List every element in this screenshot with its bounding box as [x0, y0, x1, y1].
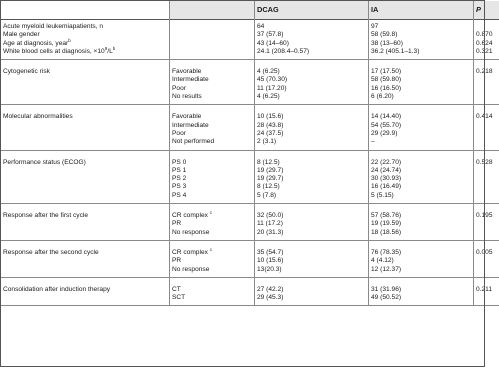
subcategory-cell	[170, 220, 255, 228]
p-value-cell: 0.321	[476, 47, 493, 55]
dcag-value-cell: 10 (15.6)	[255, 257, 369, 265]
table-row	[1, 93, 499, 105]
ia-value-cell: –	[369, 138, 474, 150]
row-label-cell	[1, 294, 170, 306]
header-cell-subcategory	[170, 1, 255, 20]
subcategory-label: PR	[172, 220, 182, 228]
subcategory-cell	[170, 209, 255, 220]
row-label: Male gender	[3, 31, 40, 39]
p-value-cell	[474, 257, 499, 265]
dcag-value-cell: 19 (29.7)	[255, 175, 369, 183]
dcag-value-cell: 64	[255, 20, 369, 32]
ia-value-cell: 97	[369, 20, 474, 32]
p-value-cell	[474, 192, 499, 204]
table-row	[1, 76, 499, 84]
ia-value-cell: 17 (17.50)	[369, 65, 474, 76]
row-label-unit: /L	[107, 47, 113, 55]
ia-value-cell: 54 (55.70)	[369, 122, 474, 130]
row-label-cell	[1, 20, 170, 32]
dcag-value-cell: 43 (14–60)	[255, 40, 369, 48]
subcategory-label: Poor	[172, 84, 186, 92]
row-label-cell	[1, 138, 170, 150]
p-value-cell: 0.624	[476, 39, 493, 47]
ia-value-cell: 16 (16.49)	[369, 183, 474, 191]
ia-value-cell: 18 (18.56)	[369, 229, 474, 241]
ia-value-cell: 16 (16.50)	[369, 85, 474, 93]
row-label-cell	[1, 257, 170, 265]
row-label-superscript: b	[112, 45, 116, 51]
subcategory-cell	[170, 48, 255, 60]
table-row	[1, 175, 499, 183]
subcategory-label: Intermediate	[172, 121, 209, 129]
dcag-value-cell: 13(20.3)	[255, 266, 369, 278]
subcategory-cell	[170, 156, 255, 167]
row-label: Cytogenetic risk	[3, 68, 50, 76]
subcategory-label: PS 0	[172, 158, 187, 166]
dcag-value-cell: 24.1 (208.4–0.57)	[255, 48, 369, 60]
row-label-cell	[1, 76, 170, 84]
row-label: Age at diagnosis, year	[3, 39, 69, 47]
subcategory-label: PS 1	[172, 166, 187, 174]
table-group	[1, 283, 499, 306]
table-row	[1, 229, 499, 241]
subcategory-cell	[170, 65, 255, 76]
subcategory-superscript: c	[209, 246, 213, 252]
table-row	[1, 167, 499, 175]
table-group	[1, 20, 499, 60]
dcag-value-cell: 5 (7.8)	[255, 192, 369, 204]
row-label: Response after the first cycle	[3, 212, 89, 220]
subcategory-cell	[170, 76, 255, 84]
table-row	[1, 220, 499, 228]
row-label-cell	[1, 183, 170, 191]
table-header	[1, 1, 499, 20]
row-label-cell	[1, 110, 170, 121]
ia-value-cell: 22 (22.70)	[369, 156, 474, 167]
subcategory-label: No results	[172, 93, 202, 101]
ia-value-cell: 6 (6.20)	[369, 93, 474, 105]
header-cell-dcag: DCAG	[255, 1, 369, 20]
dcag-value-cell: 28 (43.8)	[255, 122, 369, 130]
dcag-value-cell: 20 (31.3)	[255, 229, 369, 241]
p-value-cell: 0.005	[476, 248, 493, 256]
subcategory-cell	[170, 167, 255, 175]
subcategory-cell	[170, 85, 255, 93]
p-value-cell: 0.870	[476, 31, 493, 39]
row-label-cell	[1, 93, 170, 105]
row-label: Consolidation after induction therapy	[3, 285, 111, 293]
row-label-cell	[1, 45, 170, 60]
row-label-cell	[1, 246, 170, 257]
row-label-cell	[1, 156, 170, 167]
table-row	[1, 20, 499, 32]
p-value-cell	[474, 175, 499, 183]
row-label-cell	[1, 130, 170, 138]
dcag-value-cell: 24 (37.5)	[255, 130, 369, 138]
p-value-cell: 0.218	[476, 68, 493, 76]
dcag-value-cell: 19 (29.7)	[255, 167, 369, 175]
subcategory-label: PS 3	[172, 183, 187, 191]
row-label: White blood cells at diagnosis, ×10	[3, 47, 105, 55]
table-row	[1, 85, 499, 93]
row-label-cell	[1, 85, 170, 93]
header-cell-ia: IA	[369, 1, 474, 20]
row-label-cell	[1, 283, 170, 294]
subcategory-cell	[170, 257, 255, 265]
header-cell-p: P	[474, 1, 499, 20]
subcategory-cell	[170, 138, 255, 150]
ia-value-cell: 12 (12.37)	[369, 266, 474, 278]
table-row	[1, 138, 499, 150]
p-value-cell	[474, 85, 499, 93]
table-row	[1, 40, 499, 48]
subcategory-label: CR complex	[172, 248, 208, 256]
table-row	[1, 192, 499, 204]
row-label-cell	[1, 122, 170, 130]
p-value-cell	[474, 167, 499, 175]
p-value-cell	[474, 76, 499, 84]
subcategory-label: Favorable	[172, 68, 202, 76]
table-group	[1, 110, 499, 150]
row-label: Molecular abnormalities	[3, 113, 73, 121]
row-label-cell	[1, 220, 170, 228]
row-label-cell	[1, 209, 170, 220]
row-label-cell	[1, 37, 170, 48]
subcategory-cell	[170, 283, 255, 294]
row-label-cell	[1, 266, 170, 278]
subcategory-cell	[170, 122, 255, 130]
p-value-cell	[474, 294, 499, 306]
subcategory-superscript: c	[209, 209, 213, 215]
table-row	[1, 209, 499, 220]
ia-value-cell: 31 (31.96)	[369, 283, 474, 294]
subcategory-cell	[170, 175, 255, 183]
subcategory-cell	[170, 110, 255, 121]
p-value-cell: 0.414	[476, 113, 493, 121]
table-row	[1, 65, 499, 76]
row-label-cell	[1, 31, 170, 39]
p-value-cell	[474, 229, 499, 241]
p-value-cell	[474, 138, 499, 150]
row-label: Performance status (ECOG)	[3, 158, 86, 166]
row-label-superscript: b	[68, 37, 71, 43]
p-value-cell	[474, 220, 499, 228]
subcategory-label: PS 2	[172, 175, 187, 183]
subcategory-label: Intermediate	[172, 76, 209, 84]
subcategory-label: Favorable	[172, 113, 202, 121]
p-value-cell	[474, 20, 499, 32]
row-label-superscript: 9	[104, 45, 108, 51]
dcag-value-cell: 35 (54.7)	[255, 246, 369, 257]
ia-value-cell: 14 (14.40)	[369, 110, 474, 121]
p-value-cell	[474, 183, 499, 191]
ia-value-cell: 36.2 (405.1–1.3)	[369, 48, 474, 60]
subcategory-label: PS 4	[172, 191, 187, 199]
table-group	[1, 209, 499, 240]
subcategory-label: Poor	[172, 129, 186, 137]
subcategory-cell	[170, 246, 255, 257]
patient-characteristics-table	[1, 1, 499, 306]
table-row	[1, 183, 499, 191]
row-label-cell	[1, 175, 170, 183]
table-group	[1, 65, 499, 105]
ia-value-cell: 58 (59.8)	[369, 31, 474, 39]
p-value-cell: 0.195	[476, 212, 493, 220]
subcategory-cell	[170, 93, 255, 105]
ia-value-cell: 57 (58.76)	[369, 209, 474, 220]
table-group	[1, 246, 499, 277]
dcag-value-cell: 37 (57.8)	[255, 31, 369, 39]
subcategory-label: CT	[172, 285, 181, 293]
table-row	[1, 156, 499, 167]
row-label: Response after the second cycle	[3, 248, 99, 256]
subcategory-label: CR complex	[172, 212, 208, 220]
row-label-cell	[1, 229, 170, 241]
dcag-value-cell: 8 (12.5)	[255, 156, 369, 167]
table-row	[1, 122, 499, 130]
dcag-value-cell: 11 (17.2)	[255, 220, 369, 228]
ia-value-cell: 49 (50.52)	[369, 294, 474, 306]
subcategory-label: No response	[172, 265, 210, 273]
table-row	[1, 110, 499, 121]
p-value-cell	[474, 266, 499, 278]
subcategory-cell	[170, 130, 255, 138]
dcag-value-cell: 45 (70.30)	[255, 76, 369, 84]
p-value-cell: 0.211	[476, 285, 493, 293]
table-row	[1, 246, 499, 257]
table-row	[1, 257, 499, 265]
dcag-value-cell: 4 (6.25)	[255, 93, 369, 105]
ia-value-cell: 4 (4.12)	[369, 257, 474, 265]
subcategory-cell	[170, 40, 255, 48]
table-row	[1, 294, 499, 306]
table-row	[1, 48, 499, 60]
table-row	[1, 266, 499, 278]
table-row	[1, 130, 499, 138]
ia-value-cell: 5 (5.15)	[369, 192, 474, 204]
subcategory-cell	[170, 229, 255, 241]
dcag-value-cell: 8 (12.5)	[255, 183, 369, 191]
ia-value-cell: 24 (24.74)	[369, 167, 474, 175]
p-value-cell: 0.528	[476, 158, 493, 166]
subcategory-cell	[170, 31, 255, 39]
subcategory-cell	[170, 192, 255, 204]
row-label: Acute myeloid leukemiapatients, n	[3, 23, 104, 30]
table-row	[1, 283, 499, 294]
dcag-value-cell: 27 (42.2)	[255, 283, 369, 294]
p-value-cell	[474, 130, 499, 138]
subcategory-label: Not performed	[172, 138, 215, 146]
dcag-value-cell: 10 (15.6)	[255, 110, 369, 121]
p-value-cell	[474, 122, 499, 130]
header-cell-blank	[1, 1, 170, 20]
row-label-cell	[1, 65, 170, 76]
dcag-value-cell: 2 (3.1)	[255, 138, 369, 150]
dcag-value-cell: 29 (45.3)	[255, 294, 369, 306]
ia-value-cell: 58 (59.80)	[369, 76, 474, 84]
ia-value-cell: 19 (19.59)	[369, 220, 474, 228]
ia-value-cell: 30 (30.93)	[369, 175, 474, 183]
subcategory-cell	[170, 20, 255, 32]
subcategory-cell	[170, 183, 255, 191]
ia-value-cell: 29 (29.9)	[369, 130, 474, 138]
subcategory-cell	[170, 294, 255, 306]
subcategory-cell	[170, 266, 255, 278]
dcag-value-cell: 32 (50.0)	[255, 209, 369, 220]
dcag-value-cell: 4 (6.25)	[255, 65, 369, 76]
table-group	[1, 156, 499, 204]
subcategory-label: No response	[172, 228, 210, 236]
table-row	[1, 31, 499, 39]
header-row	[1, 1, 499, 20]
p-value-cell	[474, 93, 499, 105]
row-label-cell	[1, 167, 170, 175]
dcag-value-cell: 11 (17.20)	[255, 85, 369, 93]
row-label-cell	[1, 192, 170, 204]
ia-value-cell: 76 (78.35)	[369, 246, 474, 257]
subcategory-label: SCT	[172, 294, 186, 302]
subcategory-label: PR	[172, 257, 182, 265]
ia-value-cell: 38 (13–60)	[369, 40, 474, 48]
